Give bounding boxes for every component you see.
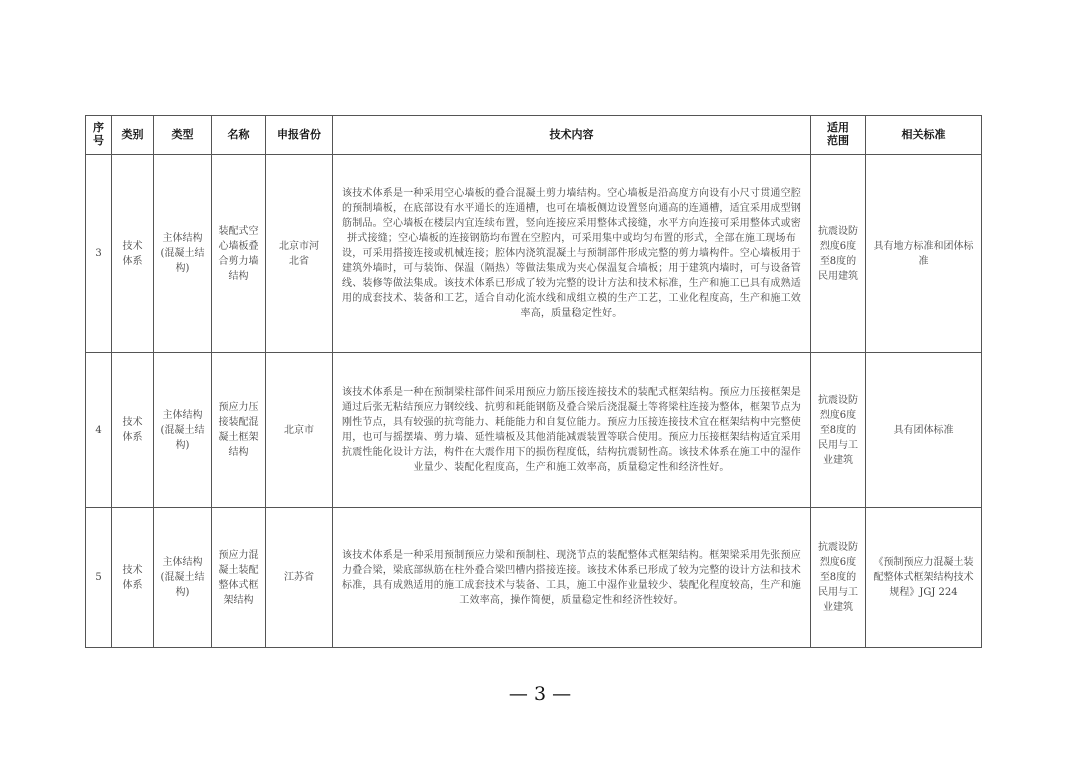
cell-name: 装配式空心墙板叠合剪力墙结构 (212, 155, 266, 353)
cell-seq: 3 (86, 155, 112, 353)
cell-content: 该技术体系是一种在预制梁柱部件间采用预应力筋压接连接技术的装配式框架结构。预应力压接框架是通过后张无粘结预应力钢绞线、抗剪和耗能钢筋及叠合梁后浇混凝土等将梁柱连接为整体，框架节点为刚性节点，具有较强的抗弯能力、耗能能力和自复位能力。预应力压接连接技术宜在框架结构中完整使用，也可与摇摆墙、剪力墙、延性墙板及其他消能减震装置等联合使用。预应力压接框架结构适宜采用抗震性能化设计方法，构件在大震作用下的损伤程度低，结构抗震韧性高。该技术体系在施工中的湿作业量少、装配化程度高，生产和施工效率高，质量稳定性和经济性好。 (333, 353, 811, 508)
cell-scope: 抗震设防烈度6度至8度的民用与工业建筑 (811, 508, 866, 648)
cell-standard: 《预制预应力混凝土装配整体式框架结构技术规程》JGJ 224 (866, 508, 982, 648)
cell-standard: 具有团体标准 (866, 353, 982, 508)
cell-content: 该技术体系是一种采用预制预应力梁和预制柱、现浇节点的装配整体式框架结构。框架梁采用先张预应力叠合梁，梁底部纵筋在柱外叠合梁凹槽内搭接连接。该技术体系已形成了较为完整的设计方法和技术标准，具有成熟适用的施工成套技术与装备、工具，施工中湿作业量较少、装配化程度较高，生产和施工效率高，操作简便，质量稳定性和经济性较好。 (333, 508, 811, 648)
cell-province: 北京市河北省 (266, 155, 333, 353)
cell-type: 主体结构(混凝土结构) (154, 155, 212, 353)
page-number: — 3 — (508, 683, 572, 705)
cell-scope: 抗震设防烈度6度至8度的民用与工业建筑 (811, 353, 866, 508)
header-standard: 相关标准 (866, 116, 982, 155)
table-row (86, 155, 982, 353)
cell-name: 预应力混凝土装配整体式框架结构 (212, 508, 266, 648)
cell-seq: 5 (86, 508, 112, 648)
table-row (86, 508, 982, 648)
header-name: 名称 (212, 116, 266, 155)
cell-category: 技术体系 (112, 155, 154, 353)
cell-type: 主体结构(混凝土结构) (154, 508, 212, 648)
cell-content: 该技术体系是一种采用空心墙板的叠合混凝土剪力墙结构。空心墙板是沿高度方向设有小尺寸贯通空腔的预制墙板，在底部设有水平通长的连通槽，也可在墙板侧边设置竖向通高的连通槽，适宜采用成型钢筋制品。空心墙板在楼层内宜连续布置，竖向连接应采用整体式接缝，水平方向连接可采用整体式或密拼式接缝；空心墙板的连接钢筋均布置在空腔内，可采用集中或均匀布置的形式，全部在施工现场布设，可采用搭接连接或机械连接；腔体内浇筑混凝土与预制部件形成完整的剪力墙构件。空心墙板用于建筑外墙时，可与装饰、保温（隔热）等做法集成为夹心保温复合墙板；用于建筑内墙时，可与设备管线、装修等做法集成。该技术体系已形成了较为完整的设计方法和技术标准，生产和施工已具有成熟适用的成套技术、装备和工艺，适合自动化流水线和成组立模的生产工艺，工业化程度高，生产和施工效率高，质量稳定性好。 (333, 155, 811, 353)
cell-scope: 抗震设防烈度6度至8度的民用建筑 (811, 155, 866, 353)
cell-province: 江苏省 (266, 508, 333, 648)
header-seq: 序号 (86, 116, 112, 155)
header-category: 类别 (112, 116, 154, 155)
technology-table (85, 115, 982, 648)
cell-category: 技术体系 (112, 353, 154, 508)
cell-category: 技术体系 (112, 508, 154, 648)
header-province: 申报省份 (266, 116, 333, 155)
cell-standard: 具有地方标准和团体标准 (866, 155, 982, 353)
table-row (86, 353, 982, 508)
cell-name: 预应力压接装配混凝土框架结构 (212, 353, 266, 508)
header-scope: 适用范围 (811, 116, 866, 155)
header-row (86, 116, 982, 155)
cell-province: 北京市 (266, 353, 333, 508)
cell-type: 主体结构(混凝土结构) (154, 353, 212, 508)
cell-seq: 4 (86, 353, 112, 508)
header-type: 类型 (154, 116, 212, 155)
header-content: 技术内容 (333, 116, 811, 155)
